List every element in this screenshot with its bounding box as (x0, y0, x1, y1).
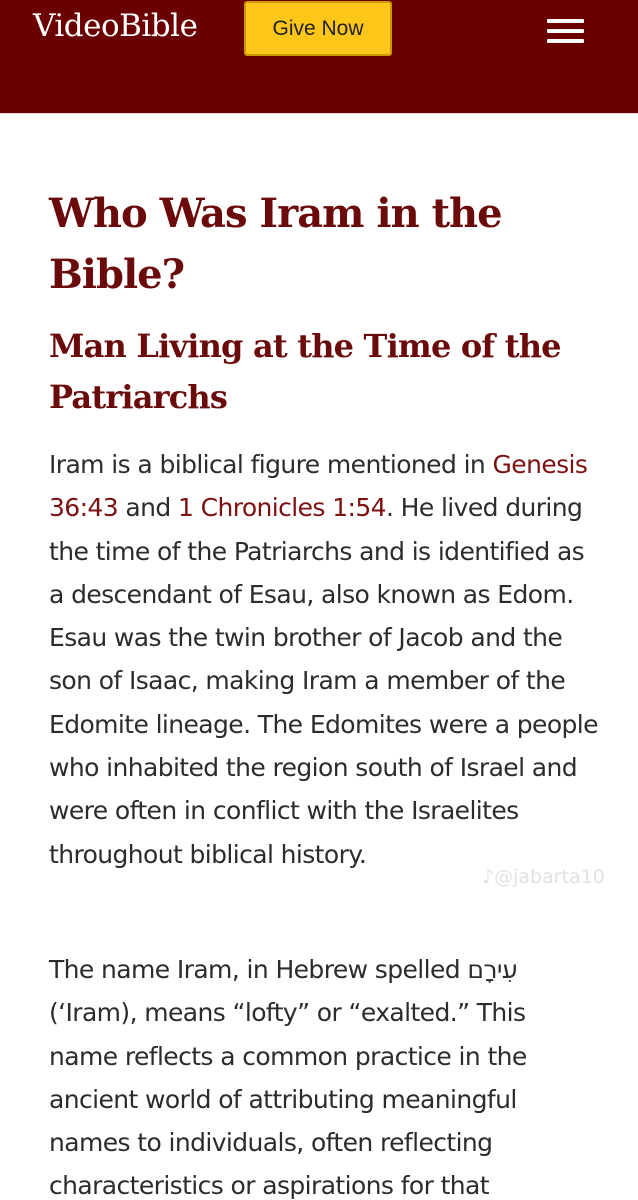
page-title: Who Was Iram in the Bible? (49, 190, 502, 298)
genesis-reference-link[interactable]: Genesis 36:43 (49, 450, 588, 523)
site-logo[interactable]: VideoBible (33, 8, 198, 44)
paragraph-text: and (118, 493, 178, 523)
paragraph-text: . He lived during the time of the Patriarchs and is identified as a descendant of Esau, also known as Edom. Esau was the twin brother of Jacob and the son of Isaac, making Iram a member of the Edomite lineage. The Edomites were a people who inhabited the region south of Israel and were often in conflict with the Israelites throughout biblical history. (49, 493, 598, 869)
chronicles-reference-link[interactable]: 1 Chronicles 1:54 (177, 493, 386, 523)
give-now-button[interactable]: Give Now (244, 1, 392, 56)
menu-bar (547, 29, 584, 33)
menu-bar (547, 19, 584, 23)
site-header (0, 0, 638, 114)
menu-bar (547, 39, 584, 43)
page-subtitle: Man Living at the Time of the Patriarchs (49, 327, 561, 416)
paragraph-text: Iram is a biblical figure mentioned in (49, 450, 493, 479)
watermark: ♪@jabarta10 (482, 866, 605, 888)
article-paragraph: The name Iram, in Hebrew spelled עִירָם (‘Iram), means “lofty” or “exalted.” This name reflects a common practice in the ancient world of attributing meaningful names to individuals, often reflecting characteristics or aspirations for that (49, 955, 527, 1200)
hamburger-menu-icon[interactable] (547, 17, 585, 45)
article-paragraph (49, 443, 599, 876)
